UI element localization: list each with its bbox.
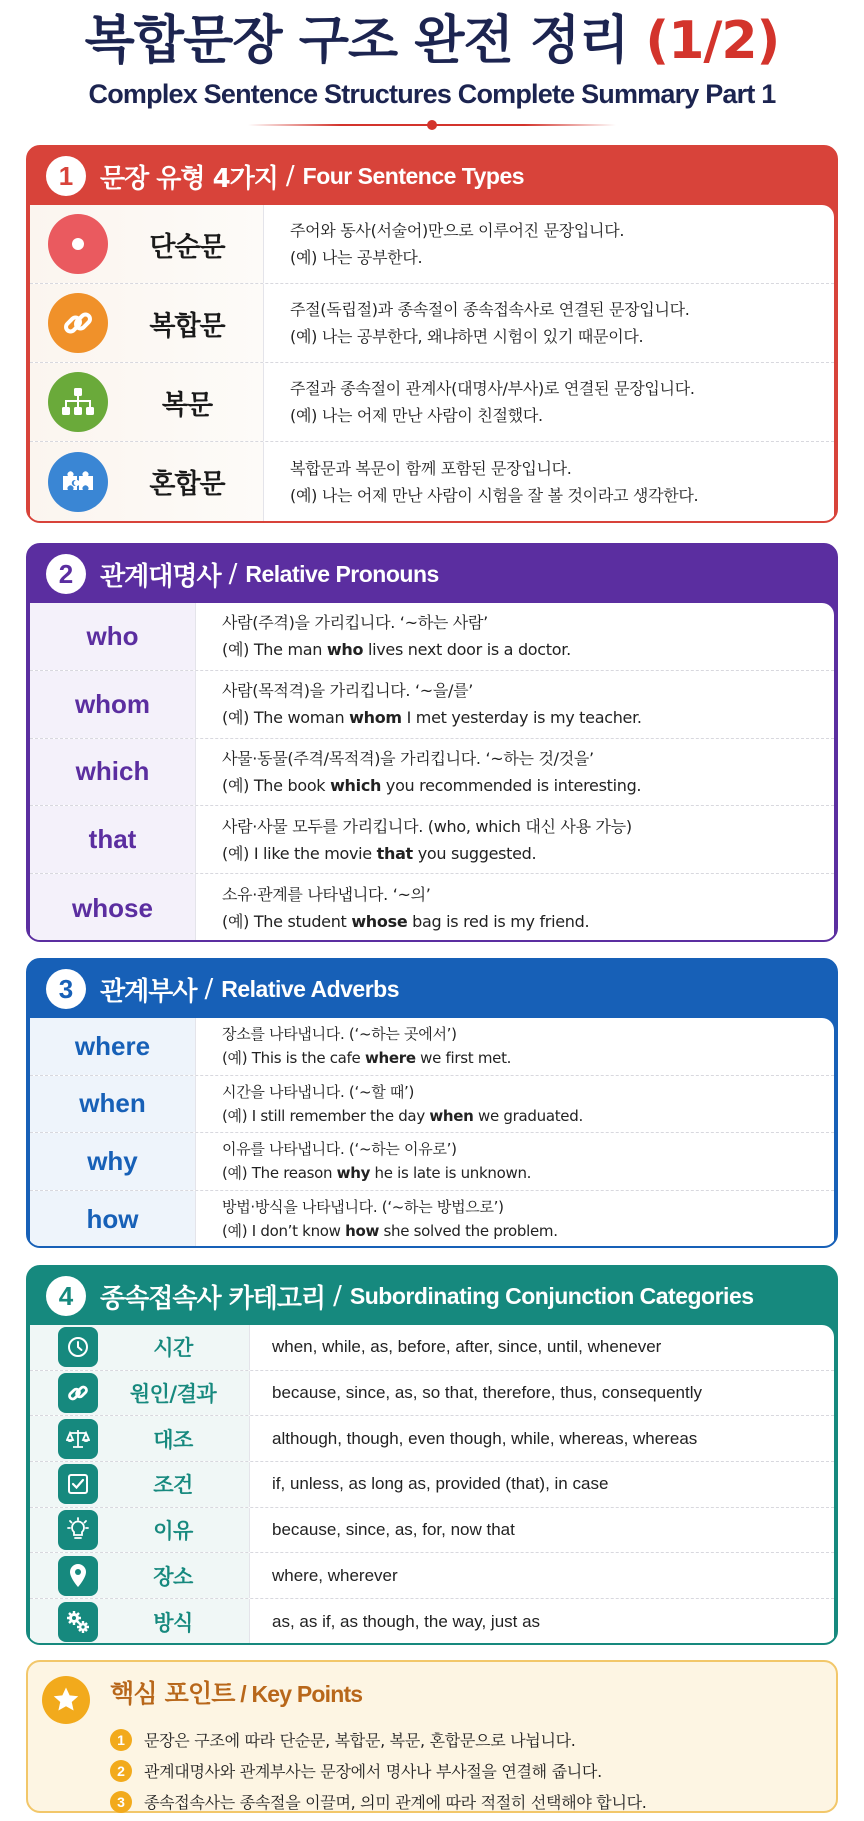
conjunction-list: although, though, even though, while, whereas, whereas	[272, 1428, 698, 1448]
title-separator: /	[228, 559, 238, 589]
key-points-list	[110, 1724, 647, 1817]
section-title-ko: 관계부사	[100, 976, 197, 1007]
description-text: 주어와 동사(서술어)만으로 이루어진 문장입니다.	[290, 221, 625, 240]
keyword: which	[75, 756, 150, 787]
category-cell	[30, 1325, 250, 1370]
section-number-badge: 1	[46, 156, 86, 196]
section-number-badge: 2	[46, 554, 86, 594]
sentence-type-row	[30, 205, 834, 284]
section-body	[30, 1018, 834, 1248]
type-label: 혼합문	[149, 469, 225, 500]
section-title-en: Four Sentence Types	[302, 162, 525, 189]
location-pin-icon	[58, 1556, 98, 1596]
keyword: whom	[74, 688, 151, 719]
title-text: 복합문장 구조 완전 정리	[84, 11, 629, 71]
page-title	[0, 6, 864, 76]
puzzle-icon	[48, 452, 108, 512]
pronoun-row	[30, 806, 834, 874]
category-cell	[30, 1553, 250, 1598]
example-text	[222, 636, 834, 663]
description-text: 주절과 종속절이 관계사(대명사/부사)로 연결된 문장입니다.	[290, 379, 695, 398]
adverb-description	[196, 1137, 834, 1185]
section-title-en: Subordinating Conjunction Categories	[349, 1282, 754, 1309]
pronoun-row	[30, 739, 834, 807]
divider-dot	[427, 120, 437, 130]
pronoun-row	[30, 671, 834, 739]
conjunction-list: where, wherever	[272, 1565, 398, 1585]
page-subtitle: Complex Sentence Structures Complete Summary Part 1	[88, 79, 776, 109]
sentence-type-row	[30, 442, 834, 521]
type-label: 단순문	[149, 231, 225, 263]
key-points-box	[26, 1660, 838, 1813]
example-keyword: which	[330, 775, 382, 795]
category-label: 조건	[153, 1473, 193, 1498]
example-text: (예) 나는 공부한다, 왜냐하면 시험이 있기 때문이다.	[290, 327, 644, 346]
keyword: that	[88, 824, 137, 855]
example-keyword: whose	[351, 912, 408, 932]
checkbox-icon	[58, 1464, 98, 1504]
category-cell	[30, 1371, 250, 1416]
conjunction-list: if, unless, as long as, provided (that), in case	[272, 1474, 609, 1494]
sentence-type-row	[30, 363, 834, 442]
example-keyword: where	[364, 1049, 416, 1068]
section-title-en: Relative Adverbs	[221, 975, 400, 1002]
section-relative-pronouns	[26, 543, 838, 942]
example-pre: (예) I like the movie	[222, 843, 377, 863]
category-cell	[30, 1508, 250, 1553]
key-point-number: 2	[110, 1760, 132, 1782]
hierarchy-icon	[48, 372, 108, 432]
keyword-cell	[30, 671, 196, 738]
pronoun-description	[196, 677, 834, 731]
description-text: 사람·사물 모두를 가리킵니다. (who, which 대신 사용 가능)	[222, 816, 632, 836]
adverb-row	[30, 1076, 834, 1134]
example-post: you suggested.	[412, 843, 537, 863]
example-pre: (예) I don’t know	[222, 1222, 346, 1241]
page-header	[0, 0, 864, 140]
key-points-title	[110, 1674, 362, 1710]
type-cell	[30, 442, 264, 521]
pronoun-description	[196, 881, 834, 935]
section-body	[30, 205, 834, 523]
lightbulb-icon	[58, 1510, 98, 1550]
example-text: (예) 나는 어제 만난 사람이 친절했다.	[290, 406, 543, 425]
example-text	[222, 704, 834, 731]
link-icon	[58, 1373, 98, 1413]
section-title-ko: 종속접속사 카테고리	[100, 1283, 326, 1314]
star-icon	[42, 1676, 90, 1724]
category-label: 원인/결과	[129, 1382, 217, 1407]
pronoun-row	[30, 603, 834, 671]
key-point-text: 관계대명사와 관계부사는 문장에서 명사나 부사절을 연결해 줍니다.	[144, 1762, 602, 1781]
example-keyword: whom	[349, 708, 402, 728]
description-text: 시간을 나타냅니다. (‘~할 때’)	[222, 1082, 415, 1101]
example-text	[222, 1161, 834, 1185]
title-part: (1/2)	[645, 11, 780, 71]
keyword: when	[79, 1088, 146, 1119]
key-points-title-en: Key Points	[251, 1681, 363, 1707]
example-pre: (예) I still remember the day	[222, 1106, 430, 1125]
description-text: 소유·관계를 나타냅니다. ‘~의’	[222, 885, 431, 905]
keyword-cell	[30, 603, 196, 670]
example-keyword: that	[376, 843, 413, 863]
pronoun-row	[30, 874, 834, 942]
dot-icon	[48, 214, 108, 274]
category-row	[30, 1508, 834, 1554]
keyword: whose	[72, 892, 153, 923]
example-pre: (예) This is the cafe	[222, 1049, 365, 1068]
keyword-cell	[30, 1076, 196, 1133]
title-separator: /	[234, 1681, 252, 1707]
section-header	[28, 960, 836, 1018]
keyword: how	[86, 1203, 139, 1234]
key-point-number: 1	[110, 1729, 132, 1751]
keyword-cell	[30, 1191, 196, 1249]
example-text	[222, 1046, 834, 1070]
link-icon	[48, 293, 108, 353]
section-sentence-types	[26, 145, 838, 523]
key-point-item	[110, 1755, 647, 1786]
section-header	[28, 147, 836, 205]
example-text	[222, 772, 834, 799]
key-point-text: 종속접속사는 종속절을 이끌며, 의미 관계에 따라 적절히 선택해야 합니다.	[144, 1793, 647, 1812]
category-cell	[30, 1416, 250, 1461]
section-header	[28, 1267, 836, 1325]
type-cell	[30, 284, 264, 362]
category-row	[30, 1462, 834, 1508]
keyword-cell	[30, 874, 196, 942]
example-keyword: how	[345, 1222, 380, 1241]
type-label: 복문	[161, 389, 213, 421]
type-description	[264, 217, 834, 271]
clock-icon	[58, 1327, 98, 1367]
category-row	[30, 1599, 834, 1645]
example-pre: (예) The man	[222, 640, 327, 660]
section-title-ko: 관계대명사	[100, 561, 221, 592]
example-keyword: who	[326, 640, 364, 660]
category-label: 대조	[153, 1427, 193, 1452]
description-text: 사람(주격)을 가리킵니다. ‘~하는 사람’	[222, 613, 488, 633]
example-keyword: why	[336, 1164, 371, 1183]
sentence-type-row	[30, 284, 834, 363]
section-title-ko: 문장 유형 4가지	[100, 163, 278, 194]
type-description	[264, 455, 834, 509]
pronoun-description	[196, 813, 834, 867]
section-body	[30, 1325, 834, 1645]
adverb-row	[30, 1133, 834, 1191]
example-text	[222, 1219, 834, 1243]
description-text: 이유를 나타냅니다. (‘~하는 이유로’)	[222, 1140, 457, 1159]
adverb-row	[30, 1191, 834, 1249]
section-relative-adverbs	[26, 958, 838, 1248]
title-separator: /	[204, 974, 214, 1004]
key-point-item	[110, 1724, 647, 1755]
example-post: you recommended is interesting.	[381, 775, 642, 795]
category-label: 방식	[153, 1610, 193, 1635]
keyword-cell	[30, 739, 196, 806]
key-point-text: 문장은 구조에 따라 단순문, 복합문, 복문, 혼합문으로 나뉩니다.	[144, 1731, 576, 1750]
pronoun-description	[196, 745, 834, 799]
section-number-badge: 4	[46, 1276, 86, 1316]
conjunction-list: because, since, as, for, now that	[272, 1520, 515, 1540]
keyword-cell	[30, 1018, 196, 1075]
description-text: 주절(독립절)과 종속절이 종속접속사로 연결된 문장입니다.	[290, 300, 690, 319]
example-text	[222, 840, 834, 867]
description-text: 사람(목적격)을 가리킵니다. ‘~을/를’	[222, 681, 474, 701]
category-row	[30, 1553, 834, 1599]
description-text: 방법·방식을 나타냅니다. (‘~하는 방법으로’)	[222, 1198, 504, 1217]
key-point-item	[110, 1786, 647, 1817]
example-text: (예) 나는 어제 만난 사람이 시험을 잘 볼 것이라고 생각한다.	[290, 485, 699, 505]
example-post: we first met.	[415, 1049, 512, 1068]
section-number-badge: 3	[46, 969, 86, 1009]
example-post: bag is red is my friend.	[407, 912, 590, 932]
category-label: 장소	[153, 1564, 193, 1589]
title-separator: /	[333, 1281, 342, 1311]
keyword-cell	[30, 806, 196, 873]
description-text: 장소를 나타냅니다. (‘~하는 곳에서’)	[222, 1025, 457, 1044]
key-points-title-ko: 핵심 포인트	[110, 1679, 235, 1708]
conjunction-list: as, as if, as though, the way, just as	[272, 1611, 541, 1631]
category-row	[30, 1416, 834, 1462]
section-header	[28, 545, 836, 603]
adverb-description	[196, 1195, 834, 1243]
conjunction-list: because, since, as, so that, therefore, thus, consequently	[272, 1383, 702, 1403]
keyword: why	[87, 1145, 138, 1176]
scale-icon	[58, 1419, 98, 1459]
example-text	[222, 1104, 834, 1128]
category-label: 이유	[153, 1519, 193, 1544]
keyword: who	[86, 620, 139, 651]
category-row	[30, 1325, 834, 1371]
adverb-row	[30, 1018, 834, 1076]
example-post: he is late is unknown.	[370, 1164, 532, 1183]
example-post: we graduated.	[473, 1106, 583, 1125]
keyword-cell	[30, 1133, 196, 1190]
type-description	[264, 296, 834, 350]
category-cell	[30, 1599, 250, 1645]
type-cell	[30, 205, 264, 283]
example-keyword: when	[429, 1106, 474, 1125]
section-conjunction-categories	[26, 1265, 838, 1645]
section-body	[30, 603, 834, 942]
adverb-description	[196, 1022, 834, 1070]
example-text	[222, 908, 834, 935]
example-post: she solved the problem.	[379, 1222, 558, 1241]
type-label: 복합문	[149, 310, 225, 342]
pronoun-description	[196, 609, 834, 663]
type-description	[264, 375, 834, 429]
category-label: 시간	[153, 1336, 193, 1361]
example-post: lives next door is a doctor.	[363, 640, 571, 660]
category-row	[30, 1371, 834, 1417]
gears-icon	[58, 1602, 98, 1642]
description-text: 사물·동물(주격/목적격)을 가리킵니다. ‘~하는 것/것을’	[222, 748, 594, 768]
example-text: (예) 나는 공부한다.	[290, 248, 423, 267]
key-point-number: 3	[110, 1791, 132, 1813]
example-post: I met yesterday is my teacher.	[401, 708, 642, 728]
type-cell	[30, 363, 264, 441]
example-pre: (예) The woman	[222, 708, 350, 728]
example-pre: (예) The student	[222, 912, 352, 932]
title-separator: /	[285, 161, 295, 191]
example-pre: (예) The book	[222, 775, 331, 795]
description-text: 복합문과 복문이 함께 포함된 문장입니다.	[290, 458, 572, 478]
keyword: where	[74, 1030, 151, 1061]
category-cell	[30, 1462, 250, 1507]
section-title-en: Relative Pronouns	[245, 560, 439, 587]
conjunction-list: when, while, as, before, after, since, until, whenever	[272, 1337, 662, 1357]
adverb-description	[196, 1080, 834, 1128]
example-pre: (예) The reason	[222, 1164, 337, 1183]
